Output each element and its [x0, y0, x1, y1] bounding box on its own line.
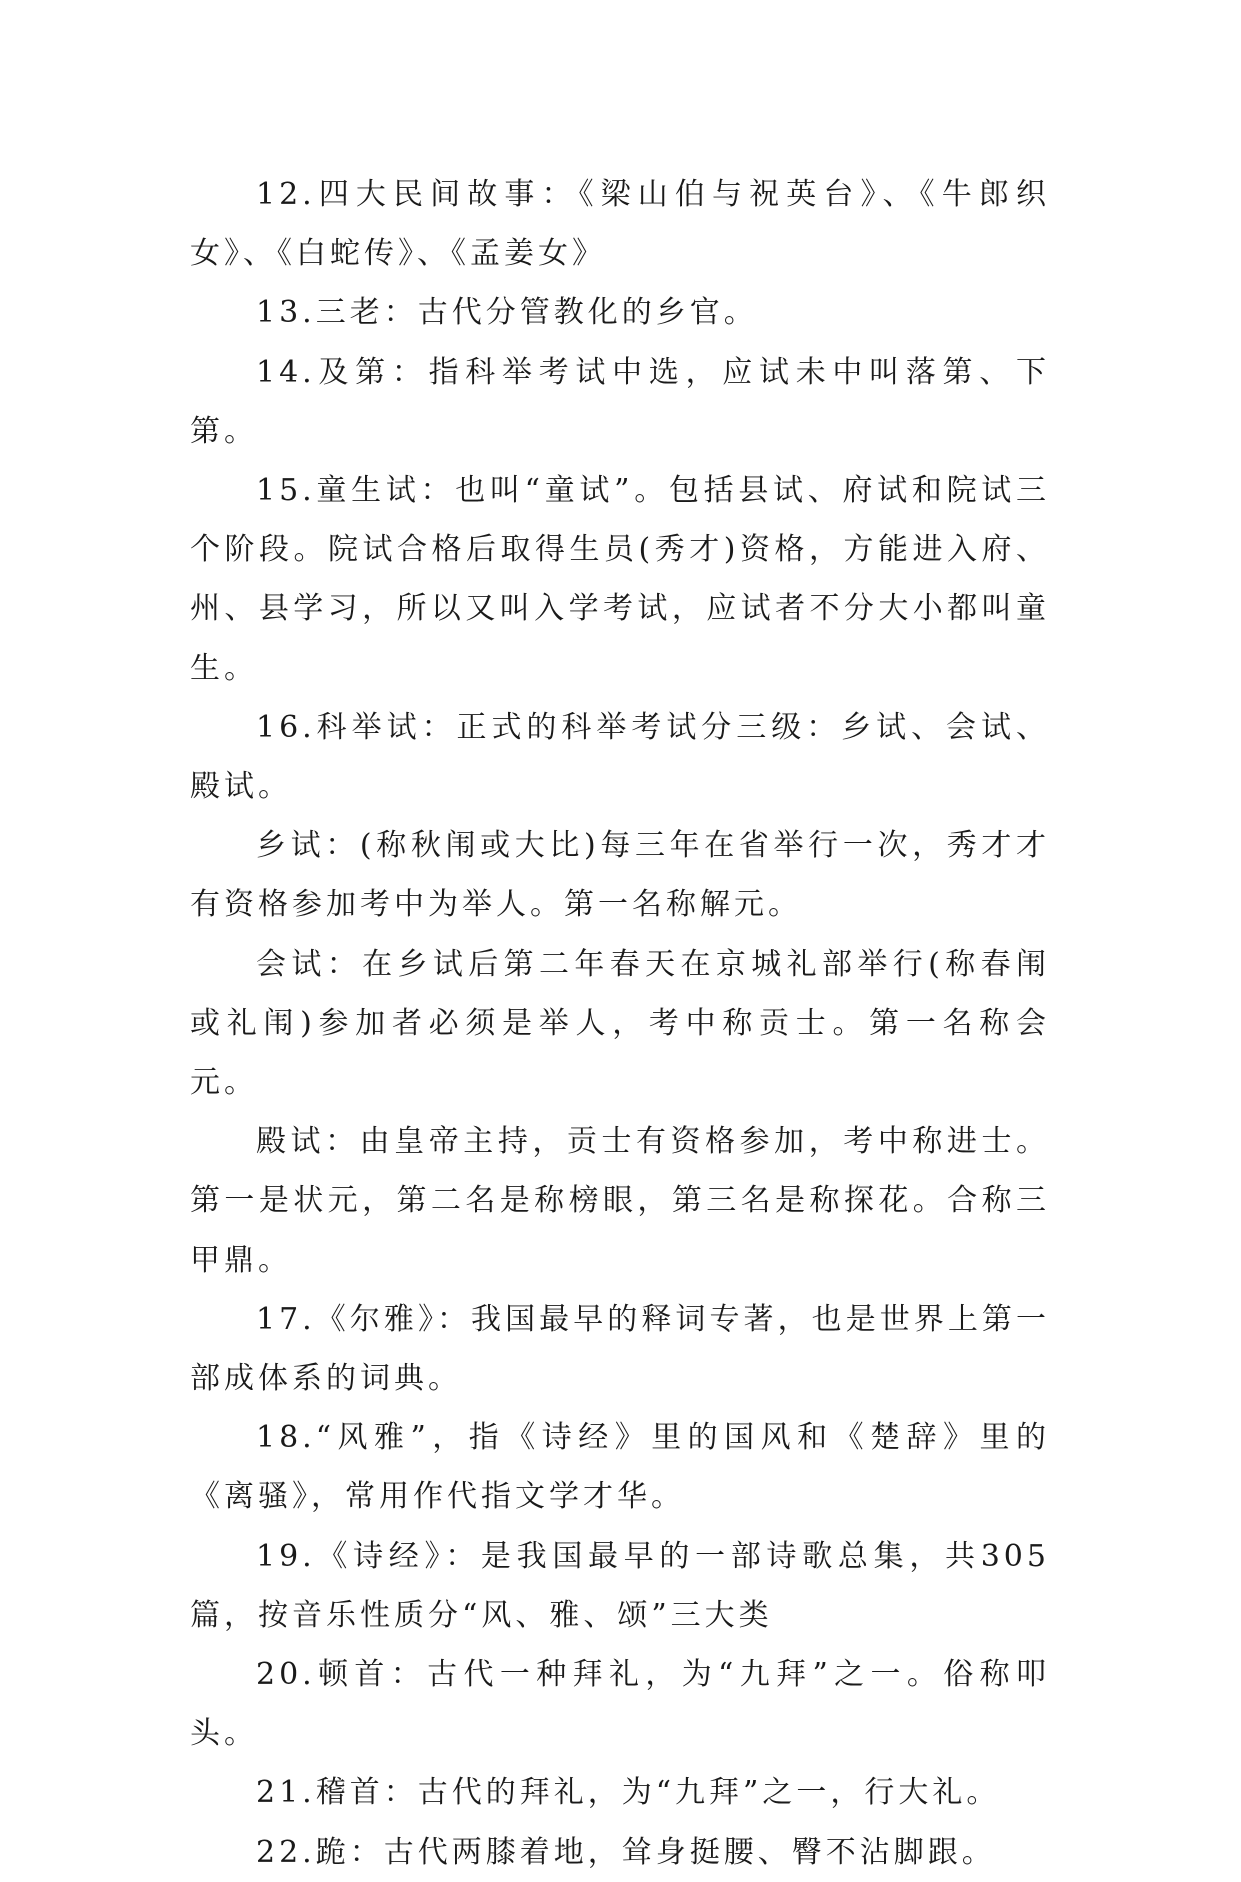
- paragraph-14: 14.及第：指科举考试中选，应试未中叫落第、下第。: [190, 354, 1050, 449]
- paragraph-12: 12.四大民间故事：《梁山伯与祝英台》、《牛郎织女》、《白蛇传》、《孟姜女》: [190, 177, 1050, 272]
- paragraph-21: 21.稽首：古代的拜礼，为“九拜”之一，行大礼。: [256, 1775, 1001, 1811]
- paragraph-18: 18.“风雅”，指《诗经》里的国风和《楚辞》里的《离骚》，常用作代指文学才华。: [190, 1420, 1050, 1515]
- paragraph-15: 15.童生试：也叫“童试”。包括县试、府试和院试三个阶段。院试合格后取得生员(秀才)资格，方能进入府、州、县学习，所以又叫入学考试，应试者不分大小都叫童生。: [190, 473, 1050, 686]
- paragraph-xiangshi: 乡试：(称秋闱或大比)每三年在省举行一次，秀才才有资格参加考中为举人。第一名称解元。: [190, 828, 1050, 923]
- paragraph-huishi: 会试：在乡试后第二年春天在京城礼部举行(称春闱或礼闱)参加者必须是举人，考中称贡士。第一名称会元。: [190, 946, 1050, 1101]
- paragraph-17: 17.《尔雅》：我国最早的释词专著，也是世界上第一部成体系的词典。: [190, 1301, 1050, 1397]
- paragraph-16: 16.科举试：正式的科举考试分三级：乡试、会试、殿试。: [190, 709, 1050, 805]
- paragraph-13: 13.三老：古代分管教化的乡官。: [256, 295, 758, 331]
- paragraph-19: 19.《诗经》：是我国最早的一部诗歌总集，共305篇，按音乐性质分“风、雅、颂”三大类: [190, 1538, 1050, 1633]
- document-body: [190, 165, 1050, 1882]
- paragraph-22: 22.跪：古代两膝着地，耸身挺腰、臀不沾脚跟。: [256, 1834, 996, 1870]
- paragraph-dianshi: 殿试：由皇帝主持，贡士有资格参加，考中称进士。第一是状元，第二名是称榜眼，第三名是称探花。合称三甲鼎。: [190, 1124, 1050, 1278]
- paragraph-20: 20.顿首：古代一种拜礼，为“九拜”之一。俗称叩头。: [190, 1657, 1050, 1752]
